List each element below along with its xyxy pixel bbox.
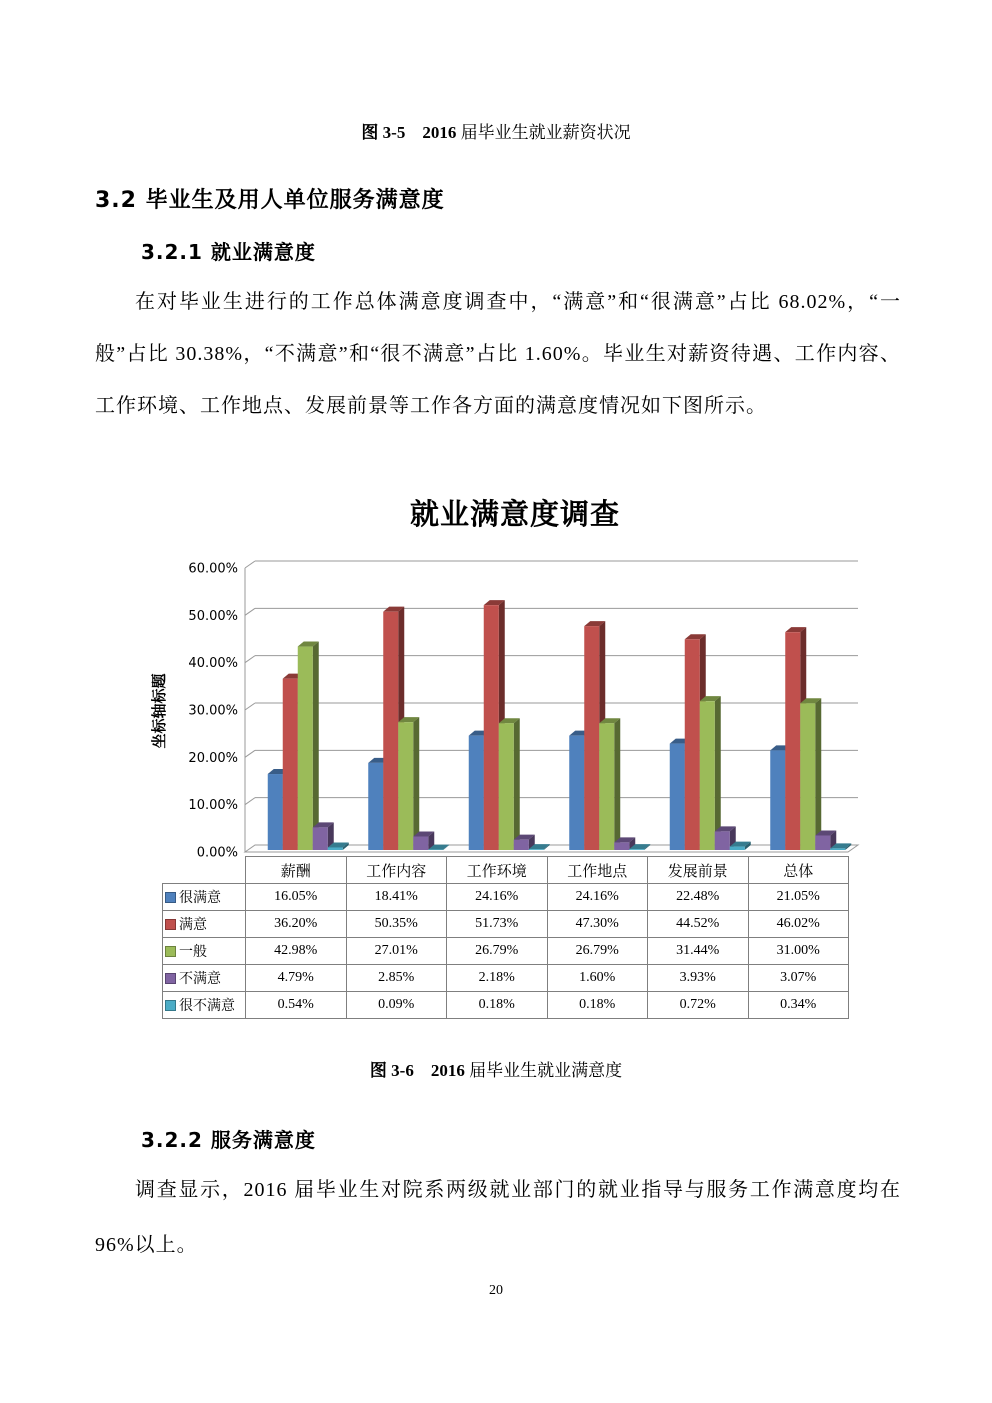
legend-cell — [163, 965, 246, 992]
table-row — [163, 992, 849, 1019]
table-value-cell: 26.79% — [547, 938, 648, 965]
bar-front — [283, 679, 298, 850]
bar-front — [685, 639, 700, 850]
bar-side — [413, 717, 419, 850]
bar-front — [368, 763, 383, 850]
bar-front — [569, 736, 584, 850]
bar-front — [529, 849, 544, 850]
axis-bend — [245, 656, 255, 663]
table-value-cell: 4.79% — [246, 965, 347, 992]
bar-front — [800, 703, 815, 850]
legend-cell — [163, 911, 246, 938]
table-value-cell: 3.93% — [648, 965, 749, 992]
bar-front — [770, 750, 785, 850]
axis-bend — [245, 703, 255, 710]
table-value-cell: 0.09% — [346, 992, 447, 1019]
figure-3-6-caption-number: 图 3-6 2016 — [369, 1061, 465, 1080]
bar-front — [599, 723, 614, 850]
bar-front — [514, 840, 529, 850]
table-value-cell: 47.30% — [547, 911, 648, 938]
bar-front — [670, 744, 685, 850]
legend-cell — [163, 938, 246, 965]
table-value-cell: 27.01% — [346, 938, 447, 965]
figure-3-5-caption-number: 图 3-5 2016 — [361, 123, 457, 142]
bar-side — [715, 696, 721, 850]
bar-front — [499, 723, 514, 850]
bar-front — [730, 847, 745, 850]
table-value-cell: 18.41% — [346, 884, 447, 911]
axis-bend — [245, 750, 255, 757]
subsection-heading-3-2-2: 3.2.2 服务满意度 — [141, 1128, 316, 1152]
table-row — [163, 911, 849, 938]
bar-front — [413, 837, 428, 850]
table-value-cell: 16.05% — [246, 884, 347, 911]
bar-front — [298, 647, 313, 850]
bar-side — [514, 718, 520, 850]
bar-front — [398, 722, 413, 850]
table-value-cell: 26.79% — [447, 938, 548, 965]
chart-title: 就业满意度调查 — [409, 497, 620, 531]
table-value-cell: 2.18% — [447, 965, 548, 992]
table-value-cell: 22.48% — [648, 884, 749, 911]
axis-bend — [245, 561, 255, 568]
table-value-cell: 21.05% — [748, 884, 849, 911]
table-value-cell: 3.07% — [748, 965, 849, 992]
legend-label: 很不满意 — [179, 999, 235, 1014]
table-value-cell: 2.85% — [346, 965, 447, 992]
y-tick-label: 40.00% — [188, 656, 238, 672]
legend-label: 不满意 — [179, 972, 221, 987]
legend-cell — [163, 884, 246, 911]
table-value-cell: 31.44% — [648, 938, 749, 965]
table-value-cell: 1.60% — [547, 965, 648, 992]
table-category-header: 工作环境 — [447, 857, 548, 884]
satisfaction-bar-chart — [150, 543, 880, 877]
bar-front — [700, 701, 715, 850]
table-value-cell: 24.16% — [447, 884, 548, 911]
legend-swatch — [165, 892, 176, 903]
table-row — [163, 938, 849, 965]
table-value-cell: 50.35% — [346, 911, 447, 938]
y-axis-title: 坐标轴标题 — [150, 673, 168, 749]
axis-bend — [245, 798, 255, 805]
figure-3-6-caption — [0, 1056, 992, 1081]
bar-front — [830, 848, 845, 850]
table-value-cell: 0.18% — [547, 992, 648, 1019]
body-paragraph-employment-satisfaction: 在对毕业生进行的工作总体满意度调查中，“满意”和“很满意”占比 68.02%，“一般”占比 30.38%，“不满意”和“很不满意”占比 1.60%。毕业生对薪资待遇、工作内容、工作环境、工作地点、发展前景等工作各方面的满意度情况如下图所示。 — [95, 291, 901, 417]
bar-side — [313, 642, 319, 850]
bar-front — [383, 612, 398, 850]
bar-front — [815, 835, 830, 850]
legend-swatch — [165, 973, 176, 984]
table-category-header: 发展前景 — [648, 857, 749, 884]
bar-front — [313, 827, 328, 850]
axis-bend — [245, 608, 255, 615]
bar-front — [614, 842, 629, 850]
legend-swatch — [165, 919, 176, 930]
table-value-cell: 0.18% — [447, 992, 548, 1019]
table-value-cell: 31.00% — [748, 938, 849, 965]
table-category-header: 工作地点 — [547, 857, 648, 884]
table-value-cell: 36.20% — [246, 911, 347, 938]
table-category-header: 工作内容 — [346, 857, 447, 884]
table-category-header: 薪酬 — [246, 857, 347, 884]
table-value-cell: 44.52% — [648, 911, 749, 938]
bar-front — [785, 632, 800, 850]
y-tick-label: 20.00% — [188, 750, 238, 766]
y-tick-label: 30.00% — [188, 703, 238, 719]
table-value-cell: 0.54% — [246, 992, 347, 1019]
figure-3-5-caption — [0, 118, 992, 143]
bar-front — [629, 849, 644, 850]
body-paragraph-service-satisfaction: 调查显示，2016 届毕业生对院系两级就业部门的就业指导与服务工作满意度均在 96%以上。 — [95, 1179, 901, 1256]
legend-swatch — [165, 946, 176, 957]
bar-side — [815, 698, 821, 850]
chart-canvas — [150, 543, 880, 877]
table-value-cell: 42.98% — [246, 938, 347, 965]
figure-3-5-caption-text: 届毕业生就业薪资状况 — [456, 123, 631, 142]
table-value-cell: 0.34% — [748, 992, 849, 1019]
table-row — [163, 884, 849, 911]
y-tick-label: 0.00% — [196, 845, 238, 861]
table-value-cell: 24.16% — [547, 884, 648, 911]
legend-label: 很满意 — [179, 891, 221, 906]
y-tick-label: 50.00% — [188, 608, 238, 624]
section-heading-3-2: 3.2 毕业生及用人单位服务满意度 — [95, 188, 445, 213]
legend-label: 一般 — [179, 945, 207, 960]
bar-front — [268, 774, 283, 850]
y-tick-label: 10.00% — [188, 798, 238, 814]
table-value-cell: 51.73% — [447, 911, 548, 938]
table-row — [163, 965, 849, 992]
bar-side — [614, 718, 620, 850]
legend-swatch — [165, 1000, 176, 1011]
bar-front — [469, 736, 484, 850]
chart-data-table — [162, 856, 849, 1019]
subsection-heading-3-2-1: 3.2.1 就业满意度 — [141, 240, 316, 264]
bar-front — [715, 831, 730, 850]
page-number: 20 — [489, 1283, 503, 1298]
table-value-cell: 46.02% — [748, 911, 849, 938]
bar-front — [584, 626, 599, 850]
bar-front — [328, 847, 343, 850]
legend-label: 满意 — [179, 918, 207, 933]
legend-cell — [163, 992, 246, 1019]
bar-front — [484, 605, 499, 850]
table-value-cell: 0.72% — [648, 992, 749, 1019]
y-tick-label: 60.00% — [188, 561, 238, 577]
figure-3-6-caption-text: 届毕业生就业满意度 — [464, 1061, 623, 1080]
table-category-header: 总体 — [748, 857, 849, 884]
